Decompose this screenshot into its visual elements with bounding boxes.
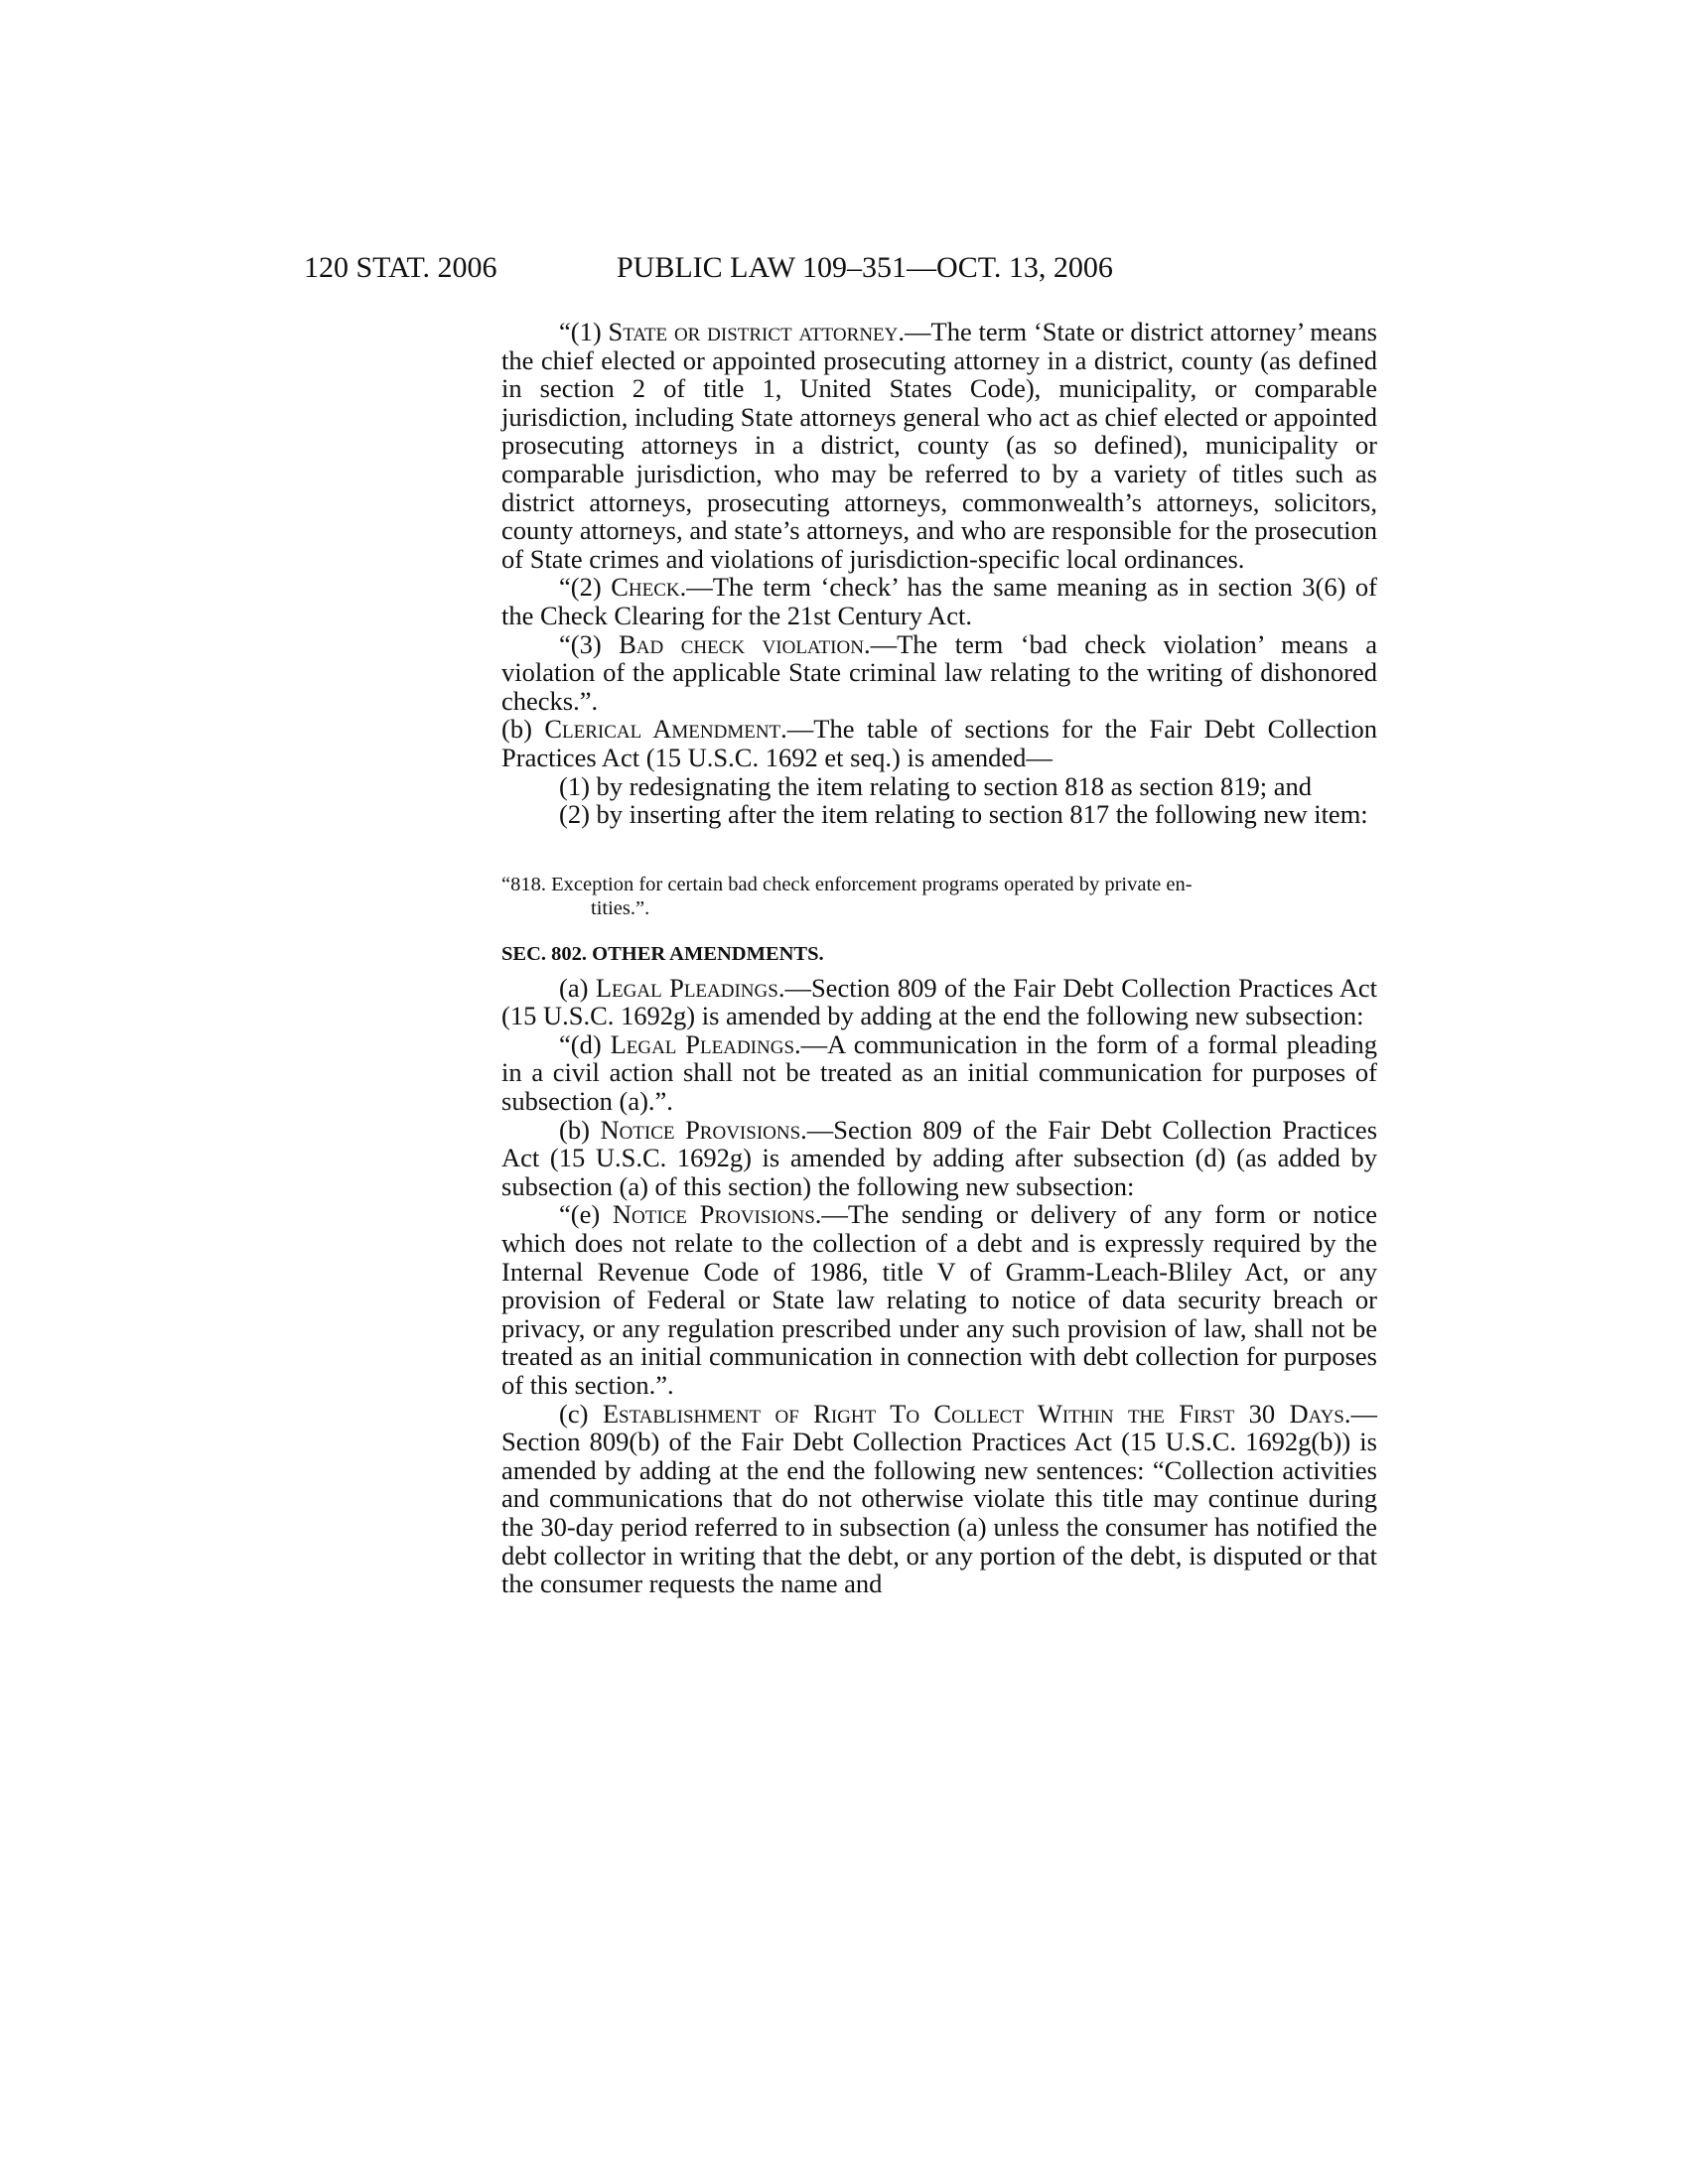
definition-state-or-district-attorney: “(1) State or district attorney.—The term ‘State or district attorney’ means the chief elected or appointed prosecuting attorney in a district, county (as defined in section 2 of title 1, United States Code), municipality, or comparable jurisdiction, including State attorneys general who act as chief elected or appointed prosecuting attorneys in a district, county (as so defined), municipality or comparable jurisdiction, who may be referred to by a variety of titles such as district attorneys, prosecuting attorneys, commonwealth’s attorneys, solicitors, county attorneys, and state’s attorneys, and who are responsible for the prosecution of State crimes and violations of jurisdiction-specific local ordinances. [501, 317, 1377, 574]
public-law-citation: PUBLIC LAW 109–351—OCT. 13, 2006 [617, 251, 1113, 284]
toc-line-continuation: tities.”. [591, 896, 650, 919]
new-subsection-d: “(d) Legal Pleadings.—A communication in the form of a formal pleading in a civil action shall not be treated as an initial communication for purposes of subsection (a).”. [501, 1028, 1378, 1117]
subsection-heading: Notice Provisions [612, 1199, 815, 1230]
subsection-notice-provisions: (b) Notice Provisions.—Section 809 of the Fair Debt Collection Practices Act (15 U.S.C. 1692g) is amended by adding after subsection (d) (as added by subsection (a) of this section) the following new subsection: [501, 1114, 1378, 1201]
definition-check: “(2) Check.—The term ‘check’ has the same meaning as in section 3(6) of the Check Clearing for the 21st Century Act. [501, 572, 1377, 630]
subsection-clerical-amendment: (b) Clerical Amendment.—The table of sections for the Fair Debt Collection Practices Act (15 U.S.C. 1692 et seq.) is amended— [501, 714, 1377, 772]
subsection-right-to-collect: (c) Establishment of Right To Collect Within the First 30 Days.—Section 809(b) of the Fair Debt Collection Practices Act (15 U.S.C. 1692g(b)) is amended by adding at the end the following new sentences: “Collection activities and communications that do not otherwise violate this title may continue during the 30-day period referred to in subsection (a) unless the consumer has notified the debt collector in writing that the debt, or any portion of the debt, is disputed or that the consumer requests the name and [501, 1398, 1377, 1599]
document-body [501, 318, 1377, 1598]
definition-heading: Bad check violation [619, 628, 864, 659]
definition-heading: Check [611, 572, 680, 603]
subsection-heading: Legal Pleadings [610, 1028, 795, 1059]
running-header [304, 246, 1376, 290]
section-heading: SEC. 802. OTHER AMENDMENTS. [501, 942, 824, 965]
subsection-heading: Clerical Amendment [544, 714, 781, 745]
clerical-item-2: (2) by inserting after the item relating to section 817 the following new item: [559, 799, 1368, 830]
subsection-heading: Legal Pleadings [595, 972, 778, 1003]
statute-page-number: 120 STAT. 2006 [304, 251, 497, 284]
toc-line: “818. Exception for certain bad check enforcement programs operated by private en- [501, 873, 1193, 895]
table-of-sections-entry [501, 873, 1377, 920]
definition-heading: State or district attorney [608, 317, 899, 346]
definition-bad-check-violation: “(3) Bad check violation.—The term ‘bad check violation’ means a violation of the applicable State criminal law relating to the writing of dishonored checks.”. [501, 628, 1377, 716]
subsection-heading: Notice Provisions [600, 1114, 801, 1145]
new-subsection-e: “(e) Notice Provisions.—The sending or delivery of any form or notice which does not relate to the collection of a debt and is expressly required by the Internal Revenue Code of 1986, title V of Gramm-Leach-Bliley Act, or any provision of Federal or State law relating to notice of data security breach or privacy, or any regulation prescribed under any such provision of law, shall not be treated as an initial communication in connection with debt collection for purposes of this section.”. [501, 1199, 1377, 1400]
subsection-heading: Establishment of Right To Collect Within the First 30 Days [602, 1398, 1344, 1429]
subsection-legal-pleadings: (a) Legal Pleadings.—Section 809 of the Fair Debt Collection Practices Act (15 U.S.C. 1692g) is amended by adding at the end the following new subsection: [501, 972, 1377, 1031]
clerical-item-1: (1) by redesignating the item relating to section 818 as section 819; and [559, 770, 1313, 801]
